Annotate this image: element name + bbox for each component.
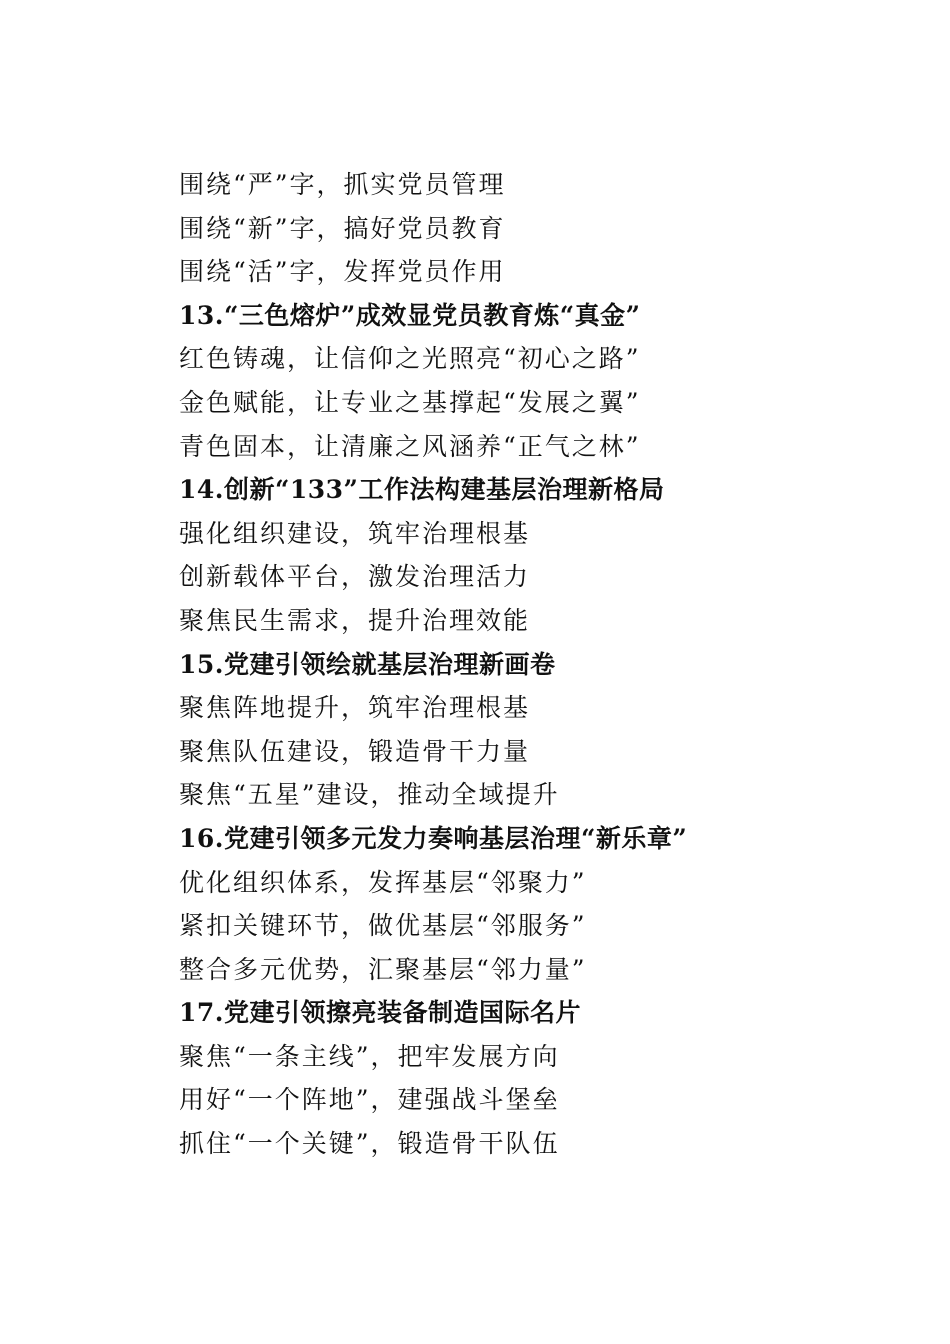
list-item: 围绕“活”字，发挥党员作用 [179, 257, 506, 287]
section-heading: 13.“三色熔炉”成效显党员教育炼“真金” [179, 300, 641, 330]
list-item: 聚焦“一条主线”，把牢发展方向 [179, 1041, 560, 1071]
section-heading: 14.创新“133”工作法构建基层治理新格局 [179, 475, 665, 505]
list-item: 用好“一个阵地”，建强战斗堡垒 [179, 1085, 560, 1115]
document-body [179, 163, 899, 1166]
section-heading: 15.党建引领绘就基层治理新画卷 [179, 649, 556, 679]
list-item: 整合多元优势，汇聚基层“邻力量” [179, 954, 587, 984]
section-heading: 17.党建引领擦亮装备制造国际名片 [179, 998, 581, 1028]
section-heading: 16.党建引领多元发力奏响基层治理“新乐章” [179, 823, 688, 853]
list-item: 抓住“一个关键”，锻造骨干队伍 [179, 1129, 560, 1159]
list-item: 聚焦民生需求，提升治理效能 [179, 605, 531, 635]
list-item: 红色铸魂，让信仰之光照亮“初心之路” [179, 344, 641, 374]
list-item: 创新载体平台，激发治理活力 [179, 562, 531, 592]
list-item: 围绕“新”字，搞好党员教育 [179, 213, 506, 243]
list-item: 聚焦“五星”建设，推动全域提升 [179, 780, 560, 810]
list-item: 强化组织建设，筑牢治理根基 [179, 518, 531, 548]
list-item: 紧扣关键环节，做优基层“邻服务” [179, 911, 587, 941]
list-item: 围绕“严”字，抓实党员管理 [179, 170, 506, 199]
list-item: 优化组织体系，发挥基层“邻聚力” [179, 867, 587, 897]
list-item: 青色固本，让清廉之风涵养“正气之林” [179, 431, 641, 461]
list-item: 聚焦阵地提升，筑牢治理根基 [179, 693, 531, 723]
list-item: 金色赋能，让专业之基撑起“发展之翼” [179, 387, 641, 417]
list-item: 聚焦队伍建设，锻造骨干力量 [179, 736, 531, 766]
